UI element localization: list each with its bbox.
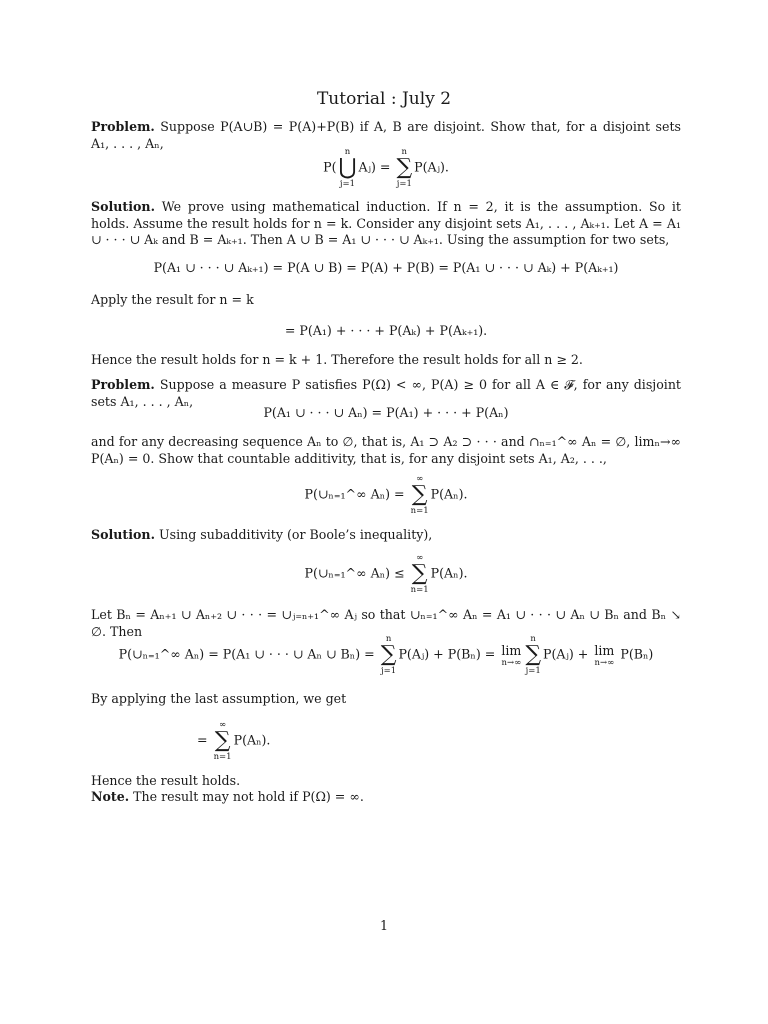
- note-label: Note.: [91, 789, 130, 804]
- solution-1-equation-2: = P(A₁) + · · · + P(Aₖ) + P(Aₖ₊₁).: [284, 323, 488, 338]
- s2-eq1-sum-lower: n=1: [410, 585, 429, 596]
- p1-sum-upper: n: [401, 147, 408, 157]
- s2-eq2-lim2: [594, 643, 614, 668]
- p1-eq-mid: Aⱼ) =: [358, 159, 391, 175]
- s2-eq3-sum-operator: [214, 720, 232, 762]
- s2-eq2-sum2-operator: [525, 634, 541, 676]
- s2-eq2-sum1-operator: [381, 634, 397, 676]
- note-text: The result may not hold if P(Ω) = ∞.: [133, 789, 364, 804]
- s2-eq2-b: P(Aⱼ) + P(Bₙ) =: [398, 646, 496, 662]
- solution-2: [91, 527, 681, 544]
- s2-eq3-sum-lower: n=1: [213, 752, 232, 763]
- s2-eq3-sum-symbol: ∑: [214, 728, 231, 754]
- p2-eq2-sum-operator: [411, 474, 429, 516]
- page-number: 1: [379, 918, 388, 933]
- p1-sum-symbol: ∑: [396, 155, 413, 181]
- solution-1-label: Solution.: [91, 199, 155, 214]
- problem-2-equation-2: [91, 474, 681, 516]
- s2-eq1-sum-symbol: ∑: [411, 561, 428, 587]
- problem-1-text: Suppose P(A∪B) = P(A)+P(B) if A, B are disjoint. Show that, for a disjoint sets A₁, . . . , Aₙ,: [91, 119, 681, 151]
- p1-eq-left: P(: [323, 159, 337, 175]
- s2-eq2-c: P(Aⱼ) +: [543, 646, 589, 662]
- s2-eq1-sum-operator: [411, 553, 429, 595]
- p1-sum-operator: [396, 147, 412, 189]
- s2-eq2-sum1-symbol: ∑: [380, 642, 397, 668]
- s2-eq3-right: P(Aₙ).: [233, 732, 271, 748]
- solution-1-apply: Apply the result for n = k: [91, 292, 254, 307]
- p1-eq-right: P(Aⱼ).: [414, 159, 449, 175]
- s2-eq2-lim1: [501, 643, 521, 668]
- s2-eq1-right: P(Aₙ).: [430, 565, 468, 581]
- p1-union-operator: [338, 147, 356, 189]
- problem-1-equation: [91, 147, 681, 189]
- solution-1-equation-1: P(A₁ ∪ · · · ∪ Aₖ₊₁) = P(A ∪ B) = P(A) + P(B) = P(A₁ ∪ · · · ∪ Aₖ) + P(Aₖ₊₁): [153, 260, 619, 275]
- s2-eq2-sum2-symbol: ∑: [525, 642, 542, 668]
- problem-2-text-2: and for any decreasing sequence Aₙ to ∅, that is, A₁ ⊃ A₂ ⊃ · · · and ∩ₙ₌₁^∞ Aₙ = ∅, limₙ→∞ P(Aₙ) = 0. Show that countable additivity, that is, for any disjoint sets A₁, A₂, . . .,: [91, 434, 681, 466]
- solution-2-label: Solution.: [91, 527, 155, 542]
- s2-eq2-lim1-sub: n→∞: [501, 657, 522, 668]
- p2-eq2-left: P(∪ₙ₌₁^∞ Aₙ) =: [304, 486, 405, 502]
- s2-eq2-sum2-upper: n: [530, 634, 536, 644]
- solution-1-conclusion: Hence the result holds for n = k + 1. Therefore the result holds for all n ≥ 2.: [91, 352, 583, 367]
- page-title: Tutorial : July 2: [316, 89, 452, 109]
- s2-eq1-sum-upper: ∞: [416, 553, 424, 563]
- s2-eq2-sum2-lower: j=1: [525, 666, 541, 677]
- s2-eq2-sum1-lower: j=1: [381, 666, 397, 677]
- solution-2-equation-1: [91, 553, 681, 595]
- solution-2-text: Using subadditivity (or Boole’s inequality),: [159, 527, 433, 542]
- solution-1: [91, 199, 681, 249]
- p1-union-symbol: ⋃: [338, 155, 357, 181]
- note: [91, 789, 681, 806]
- s2-eq1-left: P(∪ₙ₌₁^∞ Aₙ) ≤: [304, 565, 405, 581]
- s2-eq2-lim1-word: lim: [501, 642, 522, 658]
- p2-eq2-right: P(Aₙ).: [430, 486, 468, 502]
- p1-sum-lower: j=1: [396, 179, 412, 190]
- problem-2-equation-1: P(A₁ ∪ · · · ∪ Aₙ) = P(A₁) + · · · + P(Aₙ): [263, 405, 509, 420]
- s2-eq2-lim2-sub: n→∞: [594, 657, 615, 668]
- p2-eq2-sum-lower: n=1: [410, 506, 429, 517]
- p1-union-upper: n: [344, 147, 351, 157]
- p1-union-lower: j=1: [339, 179, 356, 190]
- s2-eq2-d: P(Bₙ): [620, 646, 654, 662]
- s2-eq2-sum1-upper: n: [385, 634, 392, 644]
- solution-2-text-2: Let Bₙ = Aₙ₊₁ ∪ Aₙ₊₂ ∪ · · · = ∪ⱼ₌ₙ₊₁^∞ Aⱼ so that ∪ₙ₌₁^∞ Aₙ = A₁ ∪ · · · ∪ Aₙ ∪ Bₙ and Bₙ ↘ ∅. Then: [91, 607, 681, 639]
- s2-eq2-lim2-word: lim: [594, 642, 615, 658]
- s2-eq2-a: P(∪ₙ₌₁^∞ Aₙ) = P(A₁ ∪ · · · ∪ Aₙ ∪ Bₙ) =: [118, 646, 375, 662]
- solution-2-equation-2: [91, 634, 681, 676]
- p2-eq2-sum-symbol: ∑: [411, 482, 428, 508]
- s2-eq3-sum-upper: ∞: [219, 720, 227, 730]
- solution-2-conclusion: Hence the result holds.: [91, 773, 241, 788]
- p2-eq2-sum-upper: ∞: [416, 474, 424, 484]
- problem-2-label: Problem.: [91, 377, 155, 392]
- solution-1-text: We prove using mathematical induction. If n = 2, it is the assumption. So it holds. Assume the result holds for n = k. Consider any disjoint sets A₁, . . . , Aₖ₊₁. Let A = A₁ ∪ · · · ∪ Aₖ and B = Aₖ₊₁. Then A ∪ B = A₁ ∪ · · · ∪ Aₖ₊₁. Using the assumption for two sets,: [91, 199, 681, 248]
- solution-2-apply: By applying the last assumption, we get: [91, 691, 347, 706]
- s2-eq3-left: =: [197, 732, 208, 748]
- problem-1-label: Problem.: [91, 119, 155, 134]
- solution-2-equation-3: [91, 720, 768, 762]
- problem-2-text: Suppose a measure P satisfies P(Ω) < ∞, P(A) ≥ 0 for all A ∈ 𝓕, for any disjoint sets A₁, . . . , Aₙ,: [91, 377, 681, 409]
